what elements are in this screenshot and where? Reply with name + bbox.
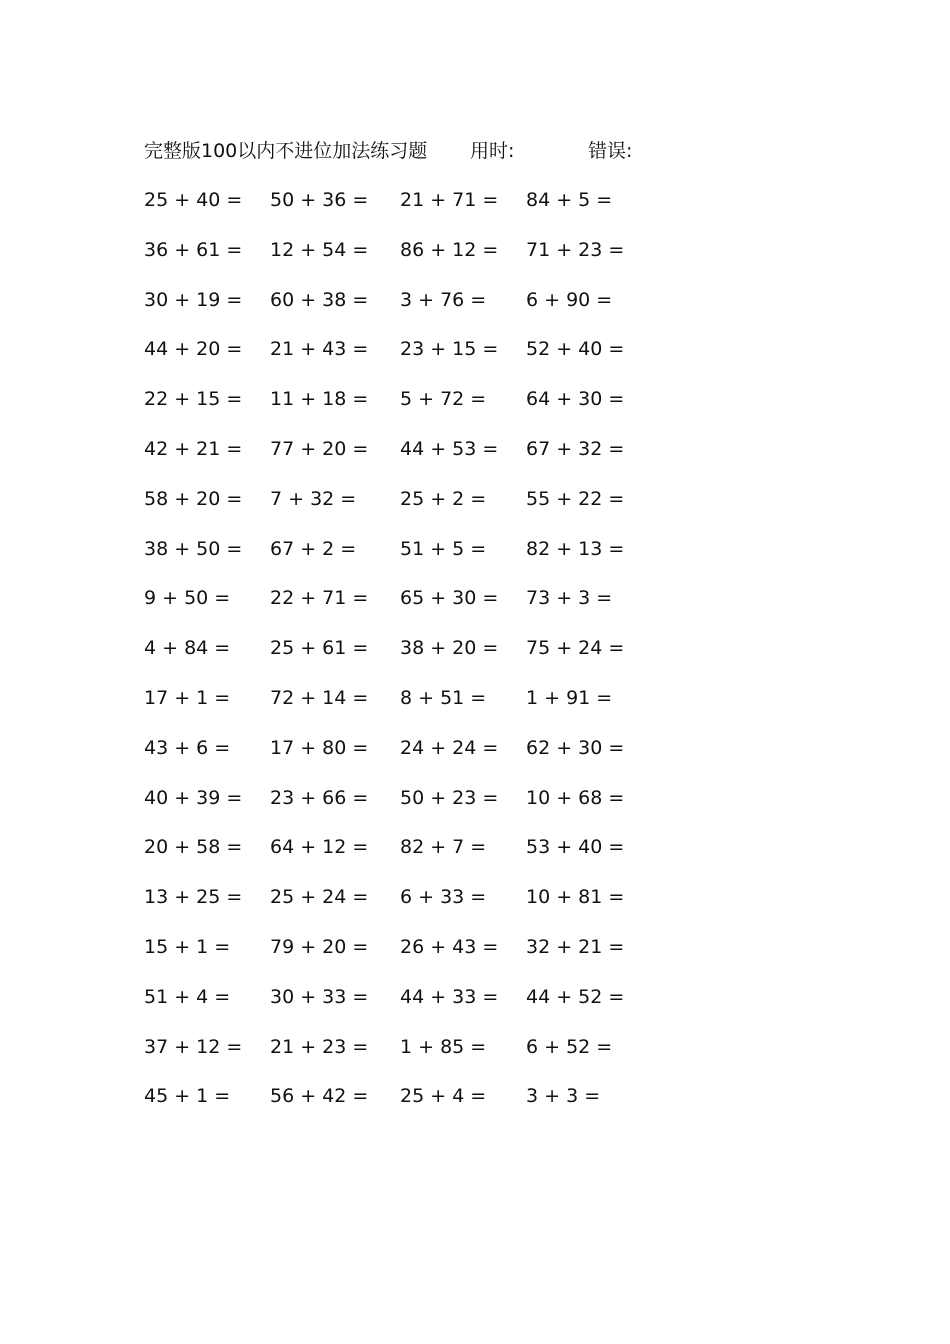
addition-problem: 44 + 52 = [526, 985, 625, 1008]
addition-problem: 44 + 20 = [144, 338, 243, 361]
addition-problem: 1 + 91 = [526, 686, 613, 709]
problem-row [0, 681, 950, 731]
addition-problem: 51 + 4 = [144, 985, 231, 1008]
addition-problem: 17 + 80 = [270, 736, 369, 759]
problem-row [0, 432, 950, 482]
addition-problem: 36 + 61 = [144, 238, 243, 261]
addition-problem: 44 + 33 = [400, 985, 499, 1008]
problem-row [0, 482, 950, 532]
problem-grid [0, 183, 950, 1129]
addition-problem: 72 + 14 = [270, 686, 369, 709]
addition-problem: 58 + 20 = [144, 487, 243, 510]
problem-row [0, 233, 950, 283]
addition-problem: 38 + 20 = [400, 637, 499, 660]
addition-problem: 60 + 38 = [270, 288, 369, 311]
addition-problem: 10 + 81 = [526, 886, 625, 909]
addition-problem: 86 + 12 = [400, 238, 499, 261]
addition-problem: 75 + 24 = [526, 637, 625, 660]
problem-row [0, 830, 950, 880]
worksheet-title: 完整版100以内不进位加法练习题 [144, 140, 428, 162]
problem-row [0, 382, 950, 432]
addition-problem: 38 + 50 = [144, 537, 243, 560]
addition-problem: 52 + 40 = [526, 338, 625, 361]
addition-problem: 32 + 21 = [526, 935, 625, 958]
problem-row [0, 183, 950, 233]
addition-problem: 25 + 40 = [144, 189, 243, 211]
addition-problem: 50 + 23 = [400, 786, 499, 809]
problem-row [0, 781, 950, 831]
addition-problem: 67 + 32 = [526, 437, 625, 460]
addition-problem: 45 + 1 = [144, 1085, 231, 1108]
addition-problem: 51 + 5 = [400, 537, 487, 560]
addition-problem: 50 + 36 = [270, 189, 369, 211]
addition-problem: 6 + 33 = [400, 886, 487, 909]
addition-problem: 43 + 6 = [144, 736, 231, 759]
addition-problem: 5 + 72 = [400, 388, 487, 411]
addition-problem: 25 + 2 = [400, 487, 487, 510]
addition-problem: 77 + 20 = [270, 437, 369, 460]
problem-row [0, 980, 950, 1030]
addition-problem: 11 + 18 = [270, 388, 369, 411]
addition-problem: 13 + 25 = [144, 886, 243, 909]
addition-problem: 1 + 85 = [400, 1035, 487, 1058]
addition-problem: 25 + 4 = [400, 1085, 487, 1108]
addition-problem: 65 + 30 = [400, 587, 499, 610]
problem-row [0, 532, 950, 582]
addition-problem: 17 + 1 = [144, 686, 231, 709]
addition-problem: 21 + 43 = [270, 338, 369, 361]
addition-problem: 71 + 23 = [526, 238, 625, 261]
addition-problem: 73 + 3 = [526, 587, 613, 610]
errors-label: 错误: [588, 140, 633, 162]
addition-problem: 82 + 7 = [400, 836, 487, 859]
addition-problem: 25 + 61 = [270, 637, 369, 660]
addition-problem: 64 + 12 = [270, 836, 369, 859]
addition-problem: 30 + 33 = [270, 985, 369, 1008]
time-used-label: 用时: [470, 140, 515, 162]
addition-problem: 10 + 68 = [526, 786, 625, 809]
addition-problem: 6 + 90 = [526, 288, 613, 311]
addition-problem: 7 + 32 = [270, 487, 357, 510]
addition-problem: 12 + 54 = [270, 238, 369, 261]
problem-row [0, 731, 950, 781]
addition-problem: 30 + 19 = [144, 288, 243, 311]
problem-row [0, 332, 950, 382]
addition-problem: 4 + 84 = [144, 637, 231, 660]
addition-problem: 23 + 66 = [270, 786, 369, 809]
addition-problem: 8 + 51 = [400, 686, 487, 709]
addition-problem: 55 + 22 = [526, 487, 625, 510]
problem-row [0, 581, 950, 631]
addition-problem: 40 + 39 = [144, 786, 243, 809]
addition-problem: 24 + 24 = [400, 736, 499, 759]
addition-problem: 67 + 2 = [270, 537, 357, 560]
addition-problem: 53 + 40 = [526, 836, 625, 859]
addition-problem: 15 + 1 = [144, 935, 231, 958]
addition-problem: 20 + 58 = [144, 836, 243, 859]
addition-problem: 22 + 15 = [144, 388, 243, 411]
addition-problem: 21 + 71 = [400, 189, 499, 211]
problem-row [0, 880, 950, 930]
addition-problem: 82 + 13 = [526, 537, 625, 560]
addition-problem: 84 + 5 = [526, 189, 613, 211]
problem-row [0, 1079, 950, 1129]
addition-problem: 23 + 15 = [400, 338, 499, 361]
addition-problem: 56 + 42 = [270, 1085, 369, 1108]
addition-problem: 3 + 3 = [526, 1085, 601, 1108]
addition-problem: 44 + 53 = [400, 437, 499, 460]
addition-problem: 3 + 76 = [400, 288, 487, 311]
problem-row [0, 930, 950, 980]
addition-problem: 22 + 71 = [270, 587, 369, 610]
addition-problem: 6 + 52 = [526, 1035, 613, 1058]
addition-problem: 26 + 43 = [400, 935, 499, 958]
addition-problem: 25 + 24 = [270, 886, 369, 909]
addition-problem: 9 + 50 = [144, 587, 231, 610]
addition-problem: 62 + 30 = [526, 736, 625, 759]
problem-row [0, 631, 950, 681]
addition-problem: 42 + 21 = [144, 437, 243, 460]
addition-problem: 37 + 12 = [144, 1035, 243, 1058]
addition-problem: 79 + 20 = [270, 935, 369, 958]
problem-row [0, 1030, 950, 1080]
addition-problem: 64 + 30 = [526, 388, 625, 411]
addition-problem: 21 + 23 = [270, 1035, 369, 1058]
problem-row [0, 283, 950, 333]
